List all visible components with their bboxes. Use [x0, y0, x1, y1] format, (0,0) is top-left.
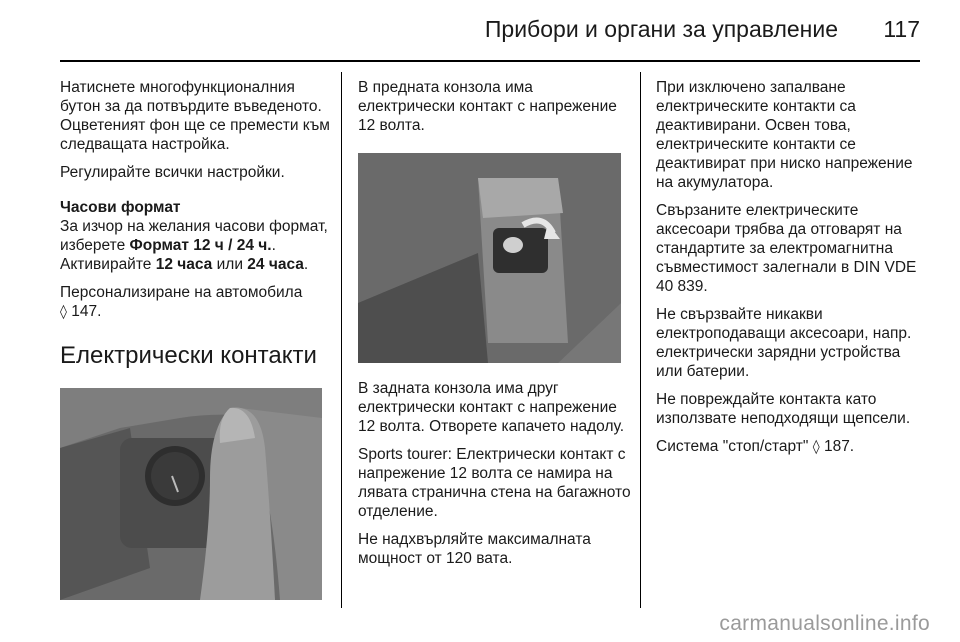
page-reference-icon: ◊	[812, 439, 820, 455]
paragraph-no-power-sources: Не свързвайте никакви електроподаващи аксесоари, напр. електрически зарядни устройства или батерии.	[656, 306, 912, 380]
header-divider	[60, 60, 920, 62]
heading-clock-format: Часови формат	[60, 199, 181, 216]
paragraph-emc: Свързаните електрическите аксесоари трябва да отговарят на стандартите за електромагнитна съвместимост залегнали в DIN VDE 40 839.	[656, 202, 917, 295]
paragraph-rear-console: В задната конзола има друг електрически контакт с напрежение 12 волта. Отворете капачето надолу.	[358, 380, 625, 435]
column-divider-1	[341, 72, 342, 608]
page-reference-icon: ◊	[60, 304, 67, 320]
column-divider-2	[640, 72, 641, 608]
paragraph-ignation-off: При изключено запалване електрическите контакти са деактивирани. Освен това, електрическите контакти се деактивират при ниско напрежение на акумулатора.	[656, 79, 913, 191]
column-2	[358, 78, 633, 577]
paragraph-confirm: Натиснете многофункционалния бутон за да потвърдите въведеното. Оцветеният фон ще се премести към следващата настройка.	[60, 79, 330, 153]
paragraph-clock-format: За изчор на желания часови формат, изберете Формат 12 ч / 24 ч.. Активирайте 12 часа или 24 часа.	[60, 218, 328, 273]
page-title: Прибори и органи за управление	[484, 16, 838, 42]
column-3	[656, 78, 928, 466]
paragraph-personalization: Персонализиране на автомобила ◊ 147.	[60, 284, 303, 320]
page-header	[0, 0, 960, 62]
paragraph-sports-tourer: Sports tourer: Електрически контакт с напрежение 12 волта се намира на лявата странична стена на багажното отделение.	[358, 446, 631, 520]
figure-front-console-outlet	[60, 388, 322, 600]
column-1	[60, 78, 332, 600]
paragraph-front-console: В предната конзола има електрически контакт с напрежение 12 волта.	[358, 79, 617, 134]
paragraph-adjust: Регулирайте всички настройки.	[60, 164, 285, 181]
paragraph-max-power: Не надхвърляйте максималната мощност от 120 вата.	[358, 531, 591, 567]
page-number: 117	[883, 16, 920, 42]
section-title-power-outlets: Електрически контакти	[60, 342, 317, 369]
paragraph-stop-start: Система "стоп/старт" ◊ 187.	[656, 438, 855, 455]
paragraph-plugs: Не повреждайте контакта като използвате неподходящи щепсели.	[656, 391, 911, 427]
figure-rear-console-outlet	[358, 153, 621, 363]
watermark: carmanualsonline.info	[719, 612, 930, 635]
